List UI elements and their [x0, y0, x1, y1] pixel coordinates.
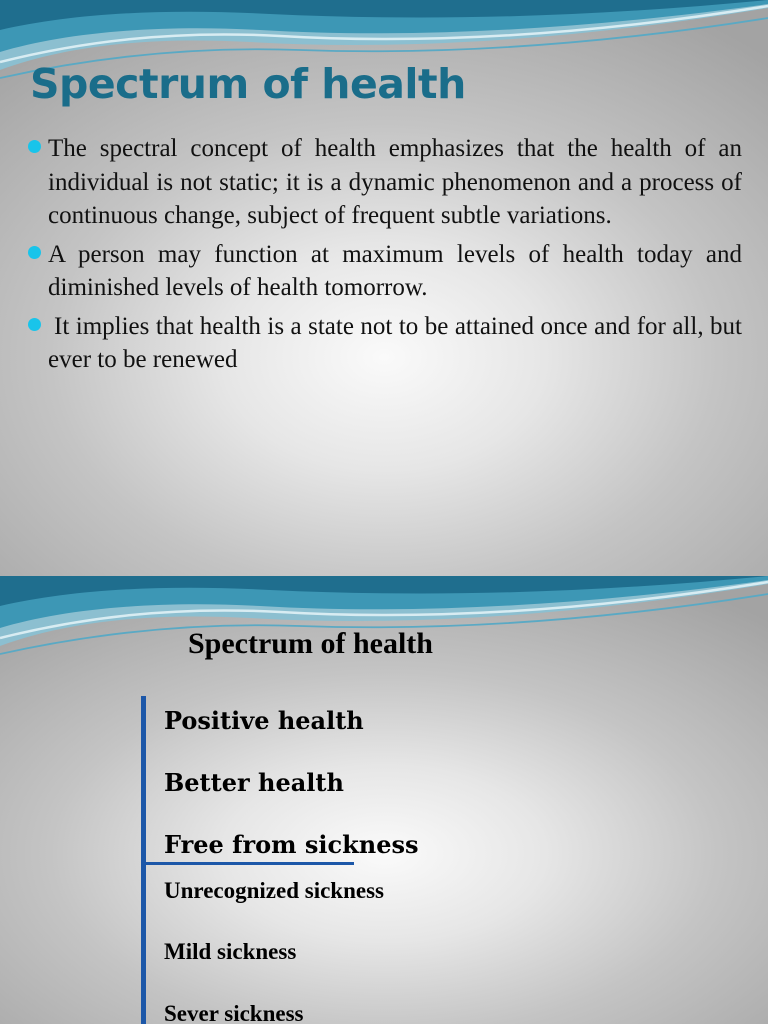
- bullet-item: [48, 132, 742, 233]
- bullet-text: It implies that health is a state not to be attained once and for all, but ever to be renewed: [48, 312, 742, 373]
- slide-1-title: Spectrum of health: [30, 60, 466, 108]
- slide-2-title: Spectrum of health: [188, 627, 433, 660]
- bullet-text: The spectral concept of health emphasizes that the health of an individual is not static; it is a dynamic phenomenon and a process of continuous change, subject of frequent subtle variations.: [48, 135, 742, 229]
- bullet-item: [48, 238, 742, 305]
- bullet-dot-icon: [28, 318, 41, 331]
- spectrum-level-free-from-sickness: Free from sickness: [164, 830, 419, 859]
- bullet-list: [48, 132, 742, 382]
- bullet-item: [48, 310, 742, 377]
- spectrum-level-unrecognized-sickness: Unrecognized sickness: [164, 878, 384, 903]
- bullet-text: A person may function at maximum levels of health today and diminished levels of health tomorrow.: [48, 240, 742, 301]
- spectrum-level-mild-sickness: Mild sickness: [164, 939, 297, 964]
- bullet-dot-icon: [28, 140, 41, 153]
- spectrum-level-positive-health: Positive health: [164, 706, 364, 735]
- slide-2: [0, 576, 768, 1024]
- sickness-divider-line: [146, 862, 354, 865]
- spectrum-level-sever-sickness: Sever sickness: [164, 1001, 304, 1024]
- spectrum-axis-line: [141, 696, 146, 1024]
- spectrum-level-better-health: Better health: [164, 768, 344, 797]
- bullet-dot-icon: [28, 246, 41, 259]
